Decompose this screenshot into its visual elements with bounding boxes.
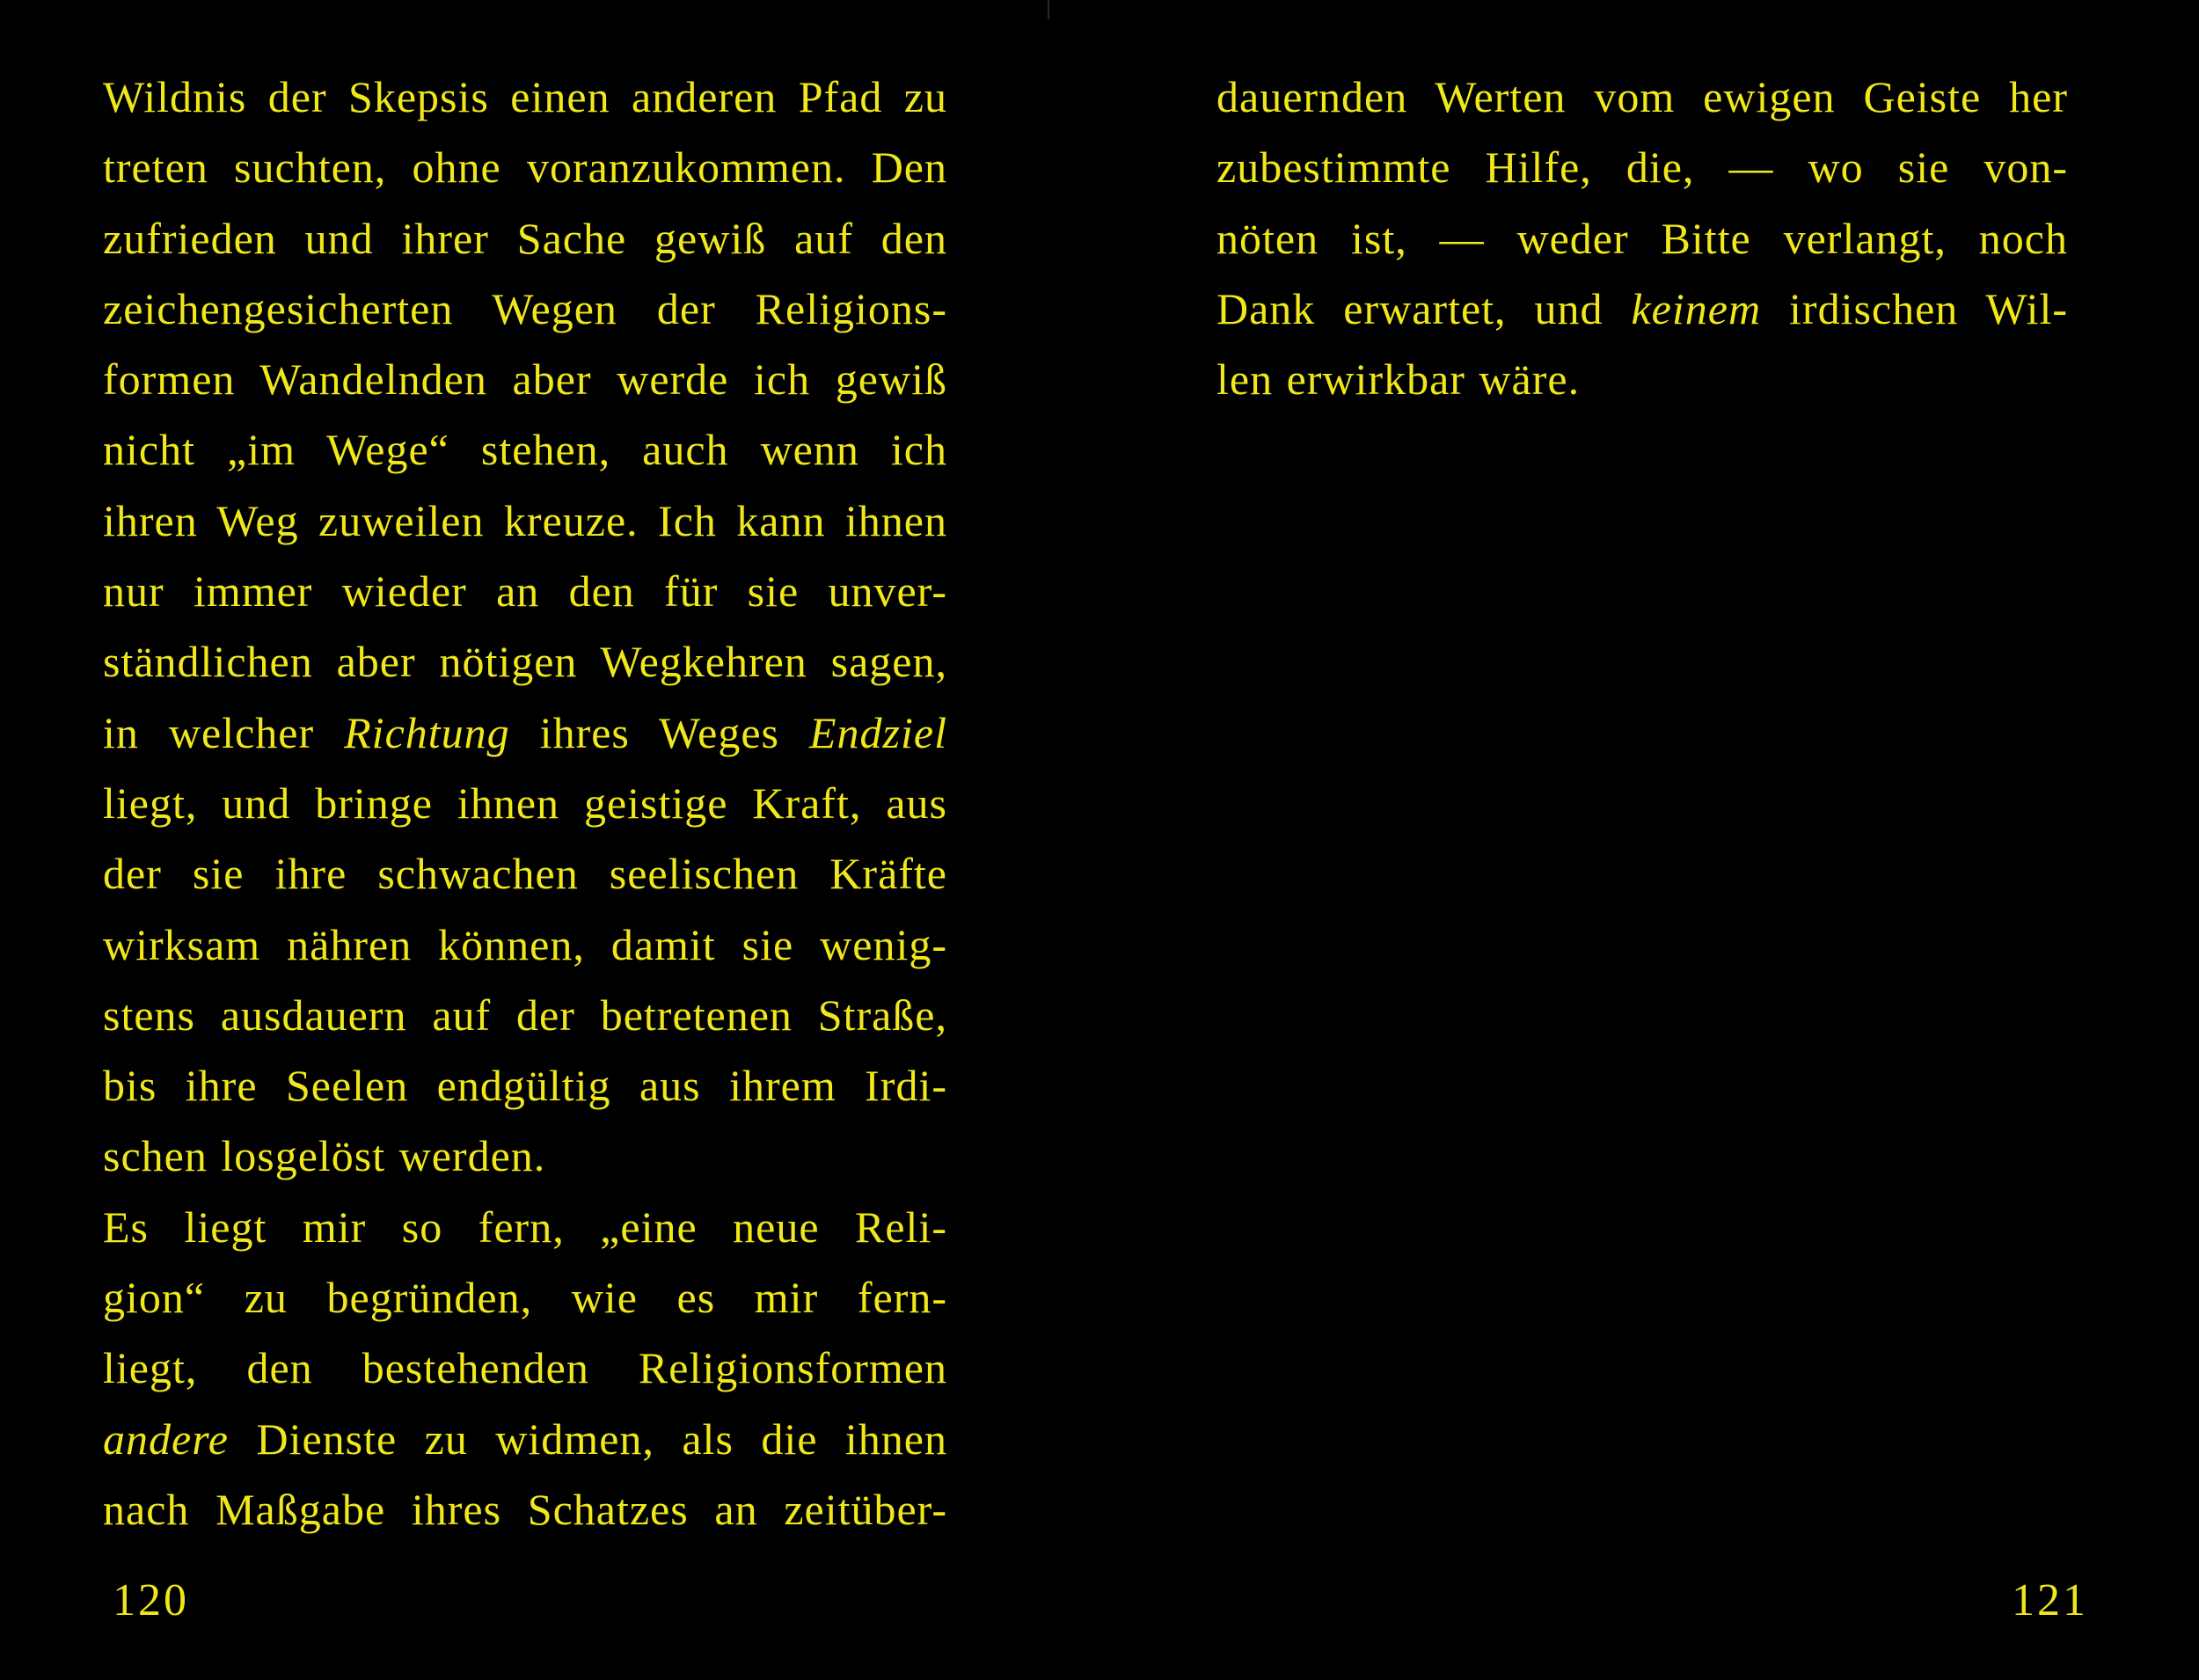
text-line	[103, 838, 947, 909]
text-line	[103, 1404, 947, 1474]
text-segment: dauernden Werten vom ewigen Geiste her	[1216, 72, 2068, 121]
text-line	[103, 1262, 947, 1333]
text-line	[103, 768, 947, 838]
text-line	[103, 132, 947, 202]
text-segment: ihren Weg zuweilen kreuze. Ich kann ihnen	[103, 495, 947, 545]
right-page	[1100, 0, 2199, 1680]
text-line	[103, 1474, 947, 1545]
text-line	[103, 1121, 947, 1191]
text-segment: der sie ihre schwachen seelischen Kräfte	[103, 849, 947, 899]
text-segment: nöten ist, — weder Bitte verlangt, noch	[1216, 213, 2068, 263]
text-segment: bis ihre Seelen endgültig aus ihrem Irdi-	[103, 1061, 947, 1111]
text-segment: Es liegt mir so fern, „eine neue Reli-	[103, 1202, 947, 1252]
text-line	[103, 556, 947, 626]
text-line	[103, 1050, 947, 1121]
text-line	[1216, 62, 2068, 132]
gutter-mark	[1048, 0, 1049, 19]
text-line	[1216, 344, 2068, 414]
text-line	[103, 909, 947, 980]
text-segment: ständlichen aber nötigen Wegkehren sagen,	[103, 637, 947, 687]
text-segment: irdischen Wil-	[1761, 283, 2068, 333]
text-segment: zubestimmte Hilfe, die, — wo sie von-	[1216, 142, 2068, 193]
text-line	[103, 980, 947, 1050]
text-line	[103, 1192, 947, 1262]
text-segment: liegt, und bringe ihnen geistige Kraft, aus	[103, 778, 947, 828]
left-page-body-text	[103, 62, 947, 1545]
text-segment: nur immer wieder an den für sie unver-	[103, 566, 947, 617]
text-segment: nicht „im Wege“ stehen, auch wenn ich	[103, 425, 947, 475]
text-segment: formen Wandelnden aber werde ich gewiß	[103, 354, 947, 405]
text-segment: schen losgelöst werden.	[103, 1131, 546, 1181]
text-line	[103, 203, 947, 274]
text-line	[103, 626, 947, 697]
text-line	[103, 1333, 947, 1403]
right-page-number: 121	[2012, 1575, 2088, 1625]
italic-text-segment: Endziel	[809, 707, 947, 757]
text-segment: nach Maßgabe ihres Schatzes an zeitüber-	[103, 1484, 947, 1534]
text-line	[103, 344, 947, 414]
text-segment: gion“ zu begründen, wie es mir fern-	[103, 1273, 947, 1323]
text-segment: len erwirkbar wäre.	[1216, 354, 1581, 405]
right-page-body-text	[1216, 62, 2068, 414]
text-segment: zufrieden und ihrer Sache gewiß auf den	[103, 213, 947, 263]
text-line	[1216, 132, 2068, 202]
text-segment: in welcher	[103, 707, 345, 757]
text-segment: Wildnis der Skepsis einen anderen Pfad zu	[103, 72, 947, 121]
text-segment: wirksam nähren können, damit sie wenig-	[103, 919, 947, 969]
italic-text-segment: Richtung	[344, 707, 510, 757]
italic-text-segment: andere	[103, 1413, 229, 1464]
text-segment: liegt, den bestehenden Religionsformen	[103, 1343, 947, 1393]
text-line	[103, 274, 947, 344]
text-line	[1216, 274, 2068, 344]
text-segment: treten suchten, ohne voranzukommen. Den	[103, 142, 947, 193]
left-page-number: 120	[113, 1575, 189, 1625]
text-segment: stens ausdauern auf der betretenen Straße,	[103, 990, 947, 1040]
text-segment: Dienste zu widmen, als die ihnen	[229, 1413, 947, 1464]
text-segment: zeichengesicherten Wegen der Religions-	[103, 283, 947, 333]
text-segment: ihres Weges	[509, 707, 810, 757]
text-line	[103, 698, 947, 768]
text-line	[1216, 203, 2068, 274]
text-line	[103, 486, 947, 556]
text-segment: Dank erwartet, und	[1216, 283, 1632, 333]
italic-text-segment: keinem	[1631, 283, 1762, 333]
text-line	[103, 62, 947, 132]
text-line	[103, 414, 947, 485]
